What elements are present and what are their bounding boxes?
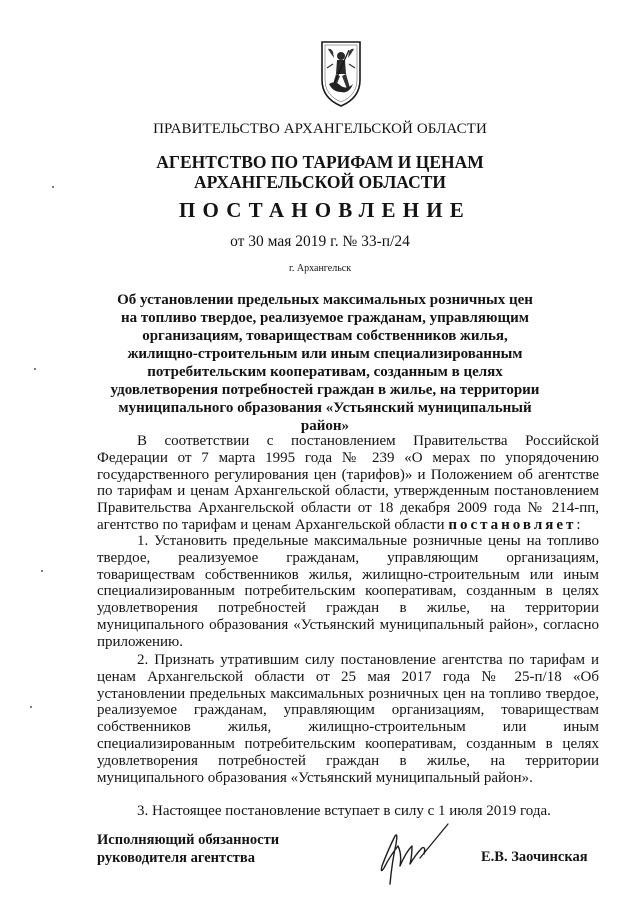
item-3-paragraph: 3. Настоящее постановление вступает в силу с 1 июля 2019 года. (137, 803, 551, 819)
agency-title-line2: АРХАНГЕЛЬСКОЙ ОБЛАСТИ (194, 172, 446, 192)
document-date-number: от 30 мая 2019 г. № 33-п/24 (230, 233, 410, 250)
document-city: г. Архангельск (288, 263, 352, 274)
scan-speck (34, 368, 36, 370)
signatory-role-line2: руководителя агентства (97, 850, 255, 866)
preamble-text: В соответствии с постановлением Правительства Российской Федерации от 7 марта 1995 года № 239 «О мерах по упорядочению государственного регулирования цен (тарифов)» и Положением об агентстве по тарифам и ценам Архангельской области, утвержденным постановлением Правительства Архангельской области от 18 декабря 2009 года № 214-пп, агентство по тарифам и ценам Архангельской области (97, 433, 599, 533)
decree-colon: : (576, 516, 581, 533)
agency-title-line1: АГЕНТСТВО ПО ТАРИФАМ И ЦЕНАМ (156, 152, 484, 172)
document-type: ПОСТАНОВЛЕНИЕ (178, 198, 472, 222)
scan-speck (30, 706, 32, 708)
handwritten-signature (362, 810, 472, 890)
preamble-paragraph (97, 433, 599, 534)
scan-speck (41, 570, 43, 572)
decree-word: постановляет (448, 516, 577, 533)
coat-of-arms-icon (319, 40, 363, 108)
scan-speck (52, 186, 54, 188)
item-1-paragraph: 1. Установить предельные максимальные розничные цены на топливо твердое, реализуемое гражданам, управляющим организациям, товариществам собственников жилья, жилищно-строительным или иным специализированным потребительским кооперативам, созданным в целях удовлетворения потребностей граждан в жилье, на территории муниципального образования «Устьянский муниципальный район», согласно приложению. (97, 533, 599, 650)
government-title: ПРАВИТЕЛЬСТВО АРХАНГЕЛЬСКОЙ ОБЛАСТИ (153, 121, 487, 137)
signatory-role (97, 831, 279, 867)
signatory-name: Е.В. Заочинская (481, 849, 588, 865)
item-2-paragraph: 2. Признать утратившим силу постановление агентства по тарифам и ценам Архангельской области от 25 мая 2017 года № 25-п/18 «Об установлении предельных максимальных розничных цен на топливо твердое, реализуемое гражданам, управляющим организациям, товариществам собственников жилья, жилищно-строительным или иным специализированным потребительским кооперативам, созданным в целях удовлетворения потребностей граждан в жилье, на территории муниципального образования «Устьянский муниципальный район». (97, 652, 599, 786)
document-subject: Об установлении предельных максимальных розничных цен на топливо твердое, реализуемое гражданам, управляющим организациям, товариществам собственников жилья, жилищно-строительным или иным специализированным потребительским кооперативам, созданным в целях удовлетворения потребностей граждан в жилье, на территории муниципального образования «Устьянский муниципальный район» (110, 292, 540, 434)
agency-title (0, 152, 640, 192)
signatory-role-line1: Исполняющий обязанности (97, 832, 280, 848)
